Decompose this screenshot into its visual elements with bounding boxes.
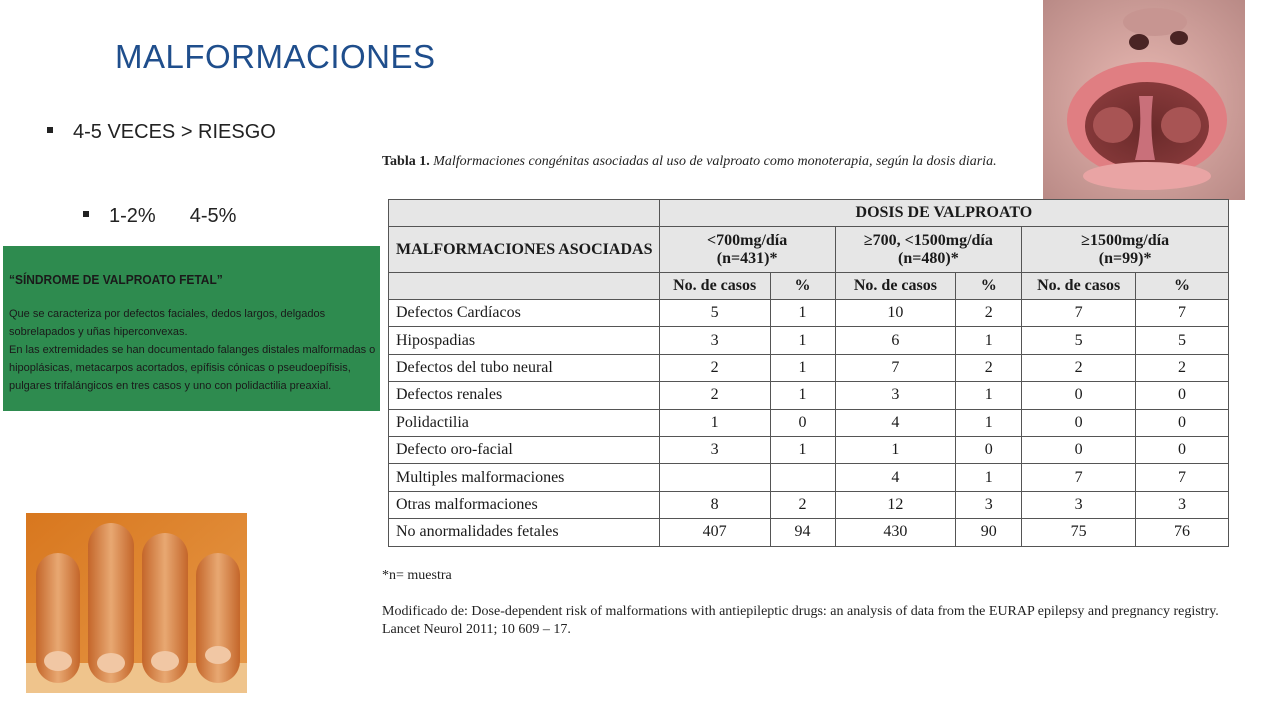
cases-cell: 4: [835, 464, 956, 491]
row-label: No anormalidades fetales: [389, 519, 660, 546]
percent-cell: 5: [1136, 327, 1229, 354]
dose-group-1-range: <700mg/día: [707, 231, 788, 249]
bullet-percent-a: 1-2%: [109, 205, 156, 227]
row-label: Hipospadias: [389, 327, 660, 354]
percent-cell: 7: [1136, 300, 1229, 327]
bullet-percent-b: 4-5%: [189, 205, 237, 227]
hand-fingers-photo: [26, 513, 247, 693]
table-caption-label: Tabla 1.: [382, 154, 430, 169]
cases-cell: 1: [835, 436, 956, 463]
sample-footnote: *n= muestra: [382, 568, 452, 583]
percent-cell: 2: [1136, 354, 1229, 381]
table-row: [389, 382, 1229, 409]
cases-cell: 407: [659, 519, 770, 546]
row-label: Otras malformaciones: [389, 491, 660, 518]
dose-group-3-range: ≥1500mg/día: [1081, 231, 1170, 249]
percent-cell: 1: [770, 382, 835, 409]
percent-cell: 2: [956, 354, 1022, 381]
percent-cell: 1: [956, 382, 1022, 409]
percent-cell: 1: [956, 464, 1022, 491]
sub-header-cases: No. de casos: [659, 273, 770, 300]
table-row: [389, 491, 1229, 518]
table-row: [389, 464, 1229, 491]
row-label: Defectos renales: [389, 382, 660, 409]
percent-cell: 1: [956, 409, 1022, 436]
dose-group-1-n: (n=431)*: [716, 249, 778, 267]
cleft-palate-photo: [1043, 0, 1245, 200]
cases-cell: 430: [835, 519, 956, 546]
cases-cell: 7: [835, 354, 956, 381]
valproate-syndrome-box: [3, 246, 380, 411]
table-corner-cell: [389, 200, 660, 227]
bullet-risk: [47, 121, 276, 144]
cases-cell: 7: [1022, 300, 1136, 327]
percent-cell: 2: [770, 491, 835, 518]
percent-cell: 2: [956, 300, 1022, 327]
cases-cell: 5: [659, 300, 770, 327]
cases-cell: 2: [659, 354, 770, 381]
cases-cell: 3: [835, 382, 956, 409]
syndrome-paragraph-1: Que se caracteriza por defectos faciales, dedos largos, delgados sobrelapados y uñas hiperconvexas.: [9, 308, 326, 338]
percent-cell: 0: [1136, 409, 1229, 436]
cases-cell: 2: [1022, 354, 1136, 381]
dose-group-3: [1022, 227, 1229, 273]
sub-header-pct: %: [956, 273, 1022, 300]
cases-cell: 75: [1022, 519, 1136, 546]
cases-cell: [659, 464, 770, 491]
percent-cell: 0: [956, 436, 1022, 463]
dose-group-3-n: (n=99)*: [1098, 249, 1152, 267]
syndrome-paragraph-2: En las extremidades se han documentado falanges distales malformadas o hipoplásicas, metacarpos acortados, epífisis cónicas o pseudoepífisis, pulgares trifalángicos en tres casos y uno con polidactilia preaxial.: [9, 344, 376, 392]
percent-cell: 0: [1136, 436, 1229, 463]
row-label: Multiples malformaciones: [389, 464, 660, 491]
cases-cell: 5: [1022, 327, 1136, 354]
sub-header-pct: %: [1136, 273, 1229, 300]
percent-cell: 0: [770, 409, 835, 436]
row-label: Defecto oro-facial: [389, 436, 660, 463]
cases-cell: 6: [835, 327, 956, 354]
cases-cell: 3: [1022, 491, 1136, 518]
percent-cell: 0: [1136, 382, 1229, 409]
cases-cell: 10: [835, 300, 956, 327]
bullet-risk-text: 4-5 VECES > RIESGO: [73, 121, 276, 143]
table-row: [389, 436, 1229, 463]
percent-cell: 1: [956, 327, 1022, 354]
dose-group-1: [659, 227, 835, 273]
sub-header-pct: %: [770, 273, 835, 300]
dose-group-2-range: ≥700, <1500mg/día: [863, 231, 993, 249]
dose-group-header: DOSIS DE VALPROATO: [659, 200, 1228, 227]
cases-cell: 3: [659, 327, 770, 354]
dose-group-2-n: (n=480)*: [898, 249, 959, 267]
row-label: Defectos del tubo neural: [389, 354, 660, 381]
cases-cell: 0: [1022, 382, 1136, 409]
table-row: [389, 354, 1229, 381]
table-row: [389, 300, 1229, 327]
table-row: [389, 409, 1229, 436]
row-header: MALFORMACIONES ASOCIADAS: [389, 227, 660, 273]
percent-cell: [770, 464, 835, 491]
percent-cell: 3: [1136, 491, 1229, 518]
row-label: Polidactilia: [389, 409, 660, 436]
bullet-square-icon: [83, 211, 89, 217]
percent-cell: 76: [1136, 519, 1229, 546]
percent-cell: 7: [1136, 464, 1229, 491]
row-label: Defectos Cardíacos: [389, 300, 660, 327]
cases-cell: 0: [1022, 436, 1136, 463]
percent-cell: 90: [956, 519, 1022, 546]
sub-header-cases: No. de casos: [835, 273, 956, 300]
cases-cell: 0: [1022, 409, 1136, 436]
cases-cell: 3: [659, 436, 770, 463]
table-row: [389, 327, 1229, 354]
bullet-square-icon: [47, 127, 53, 133]
percent-cell: 1: [770, 354, 835, 381]
table-caption-text: Malformaciones congénitas asociadas al uso de valproato como monoterapia, según la dosis diaria.: [433, 154, 997, 169]
table-caption: [382, 154, 997, 170]
cases-cell: 1: [659, 409, 770, 436]
percent-cell: 1: [770, 300, 835, 327]
slide-title: MALFORMACIONES: [115, 38, 436, 75]
percent-cell: 1: [770, 327, 835, 354]
percent-cell: 1: [770, 436, 835, 463]
sub-header-cases: No. de casos: [1022, 273, 1136, 300]
percent-cell: 3: [956, 491, 1022, 518]
cases-cell: 8: [659, 491, 770, 518]
cases-cell: 12: [835, 491, 956, 518]
syndrome-heading: “SÍNDROME DE VALPROATO FETAL”: [9, 272, 223, 287]
cases-cell: 2: [659, 382, 770, 409]
malformations-table: [388, 199, 1229, 547]
percent-cell: 94: [770, 519, 835, 546]
cases-cell: 4: [835, 409, 956, 436]
sub-header-empty: [389, 273, 660, 300]
table-row: [389, 519, 1229, 546]
bullet-percentages: [83, 205, 236, 228]
dose-group-2: [835, 227, 1022, 273]
cases-cell: 7: [1022, 464, 1136, 491]
source-footnote: Modificado de: Dose-dependent risk of malformations with antiepileptic drugs: an analysis of data from the EURAP epilepsy and pregnancy registry. Lancet Neurol 2011; 10 609 – 17.: [382, 604, 1219, 637]
